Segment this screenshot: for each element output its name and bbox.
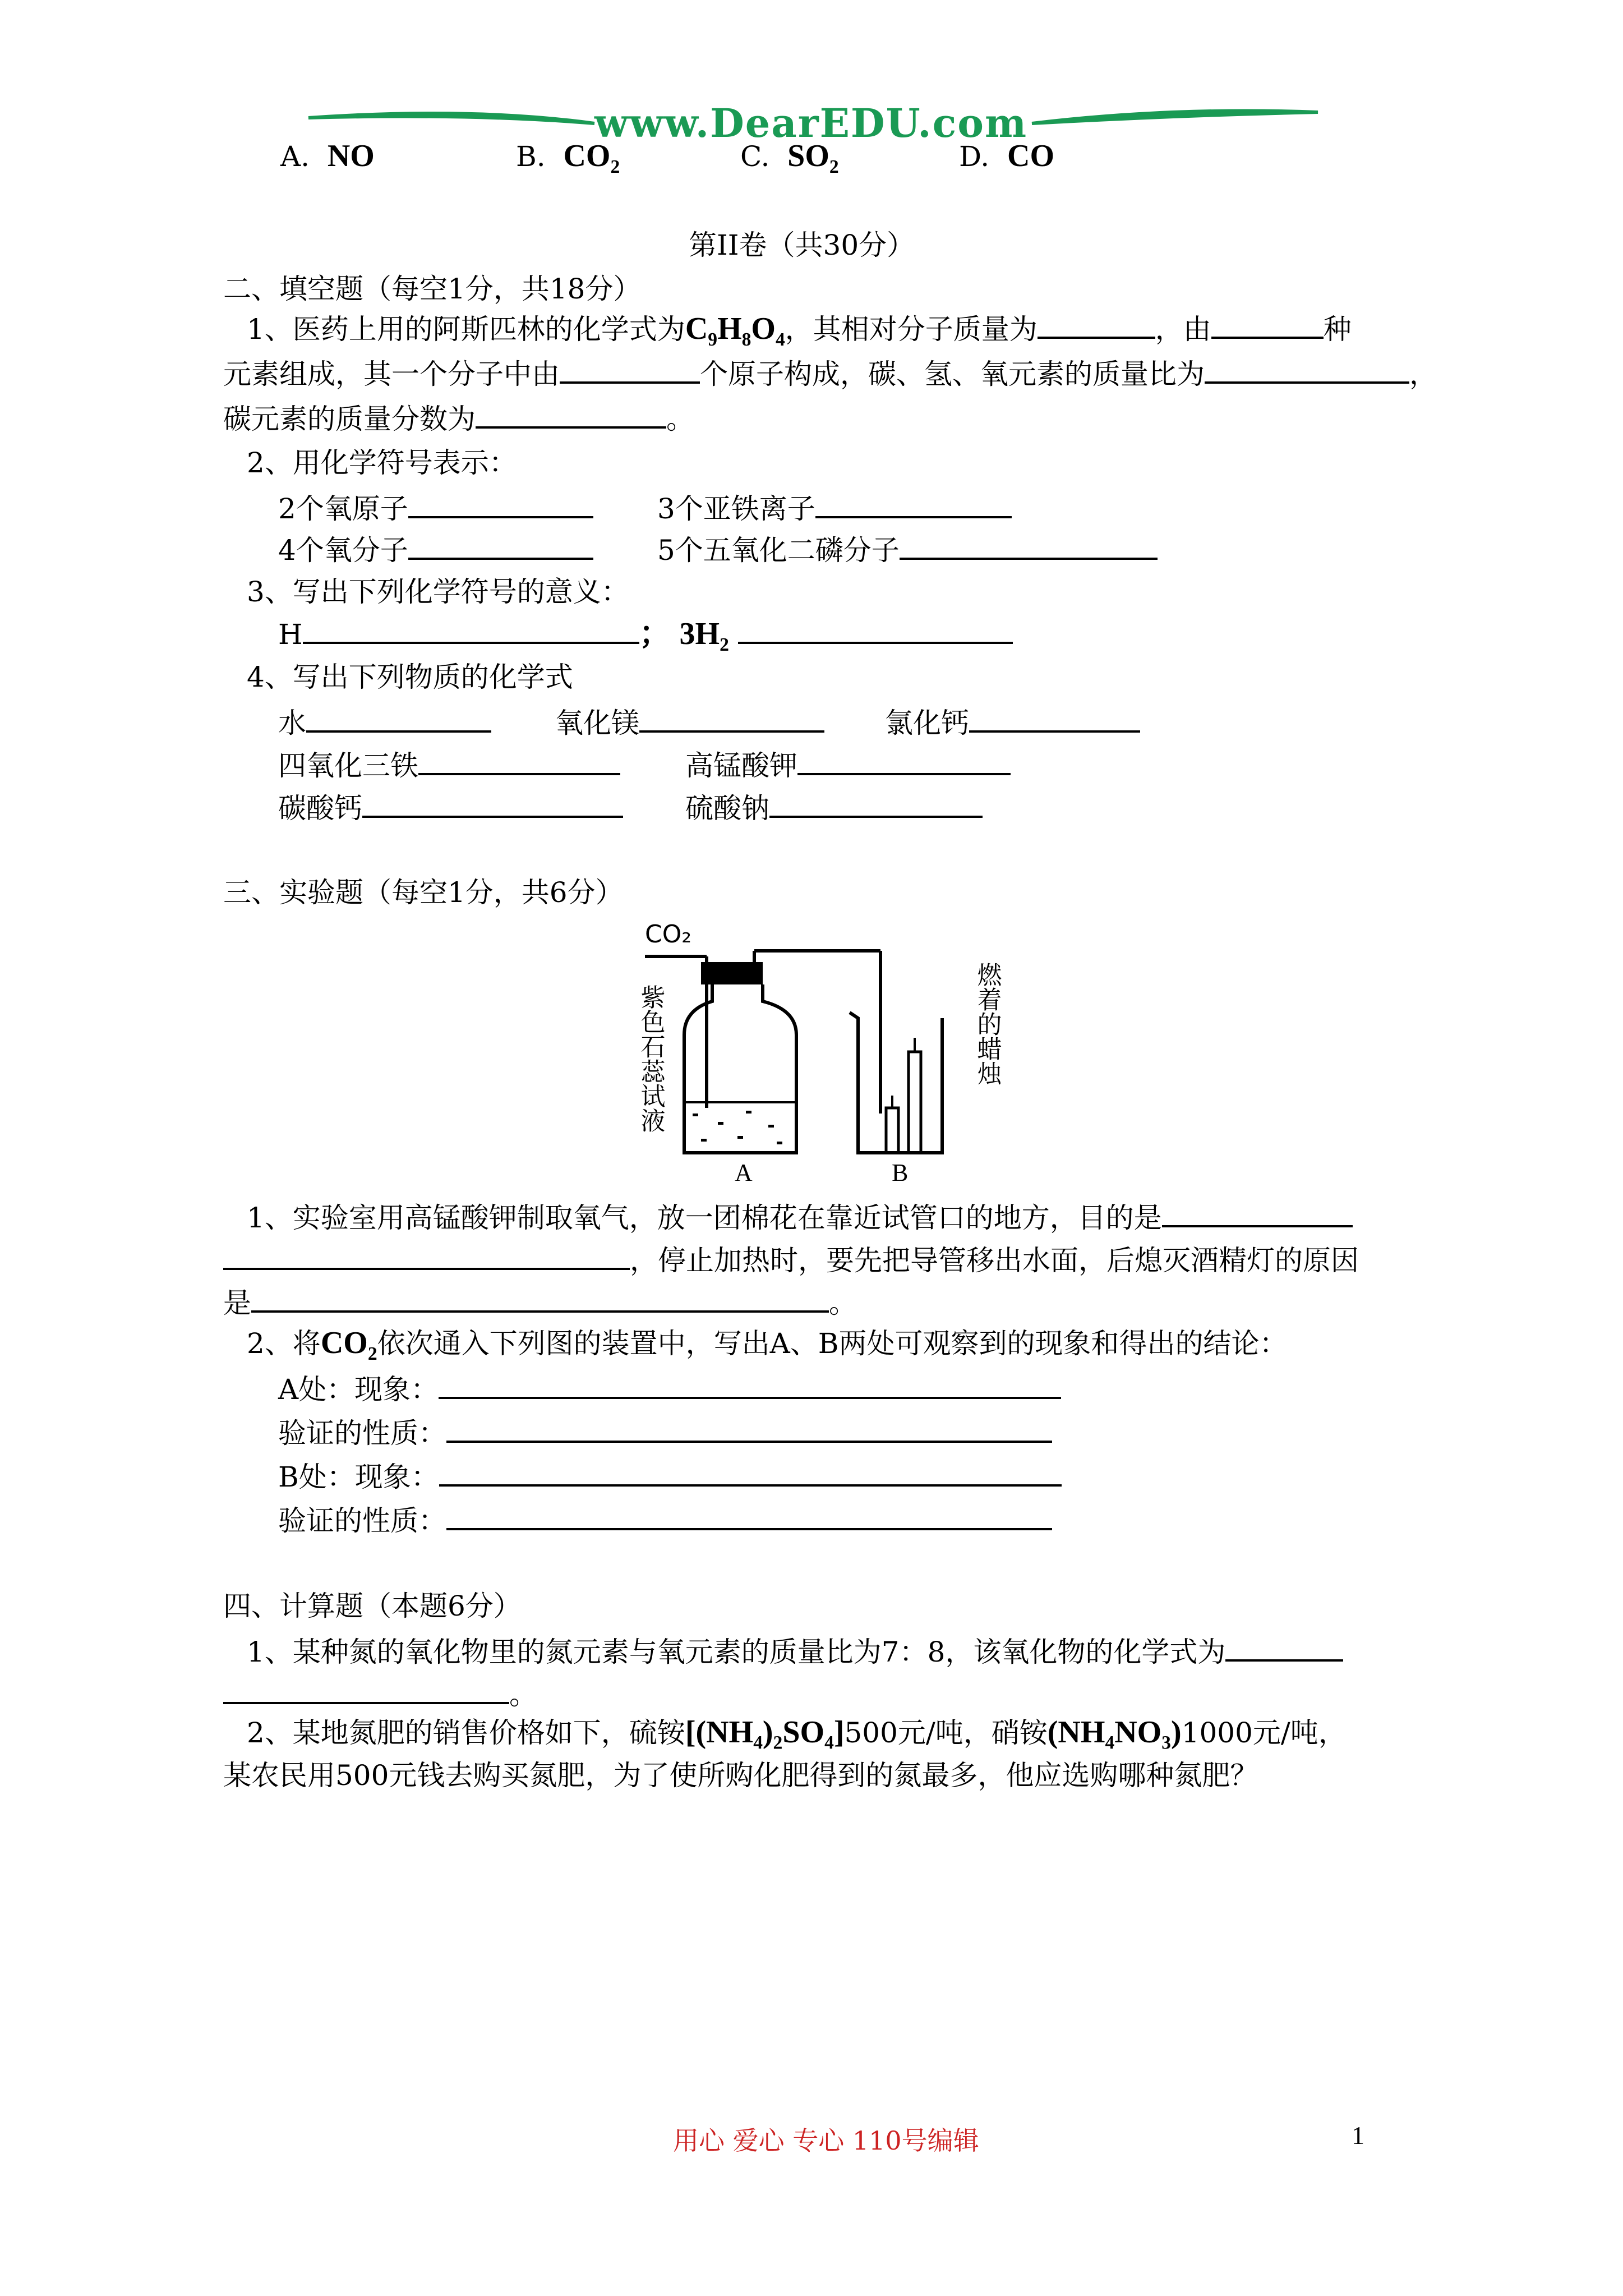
bottle-a	[684, 984, 796, 1153]
answer-blank[interactable]	[1225, 1635, 1343, 1662]
option-d: D. CO	[959, 139, 1054, 173]
page-number: 1	[1352, 2121, 1364, 2150]
sec2-q2-item4: 5个五氧化二磷分子	[657, 533, 1158, 564]
candle-tall	[909, 1052, 921, 1153]
sec2-q4-item3: 氯化钙	[885, 706, 1140, 737]
answer-blank[interactable]	[476, 402, 666, 429]
sec2-q4-item7: 硫酸钠	[685, 791, 983, 822]
answer-blank[interactable]	[769, 791, 983, 818]
sec2-q1-line2: 元素组成，其一个分子中由 个原子构成，碳、氢、氧元素的质量比为 ，	[223, 358, 1437, 390]
answer-blank[interactable]	[738, 617, 1013, 644]
sec2-q4-item5: 高锰酸钾	[685, 748, 1011, 780]
sec4-q1-line2: 。	[223, 1677, 537, 1709]
answer-blank[interactable]	[815, 491, 1012, 518]
answer-blank[interactable]	[969, 706, 1140, 733]
sec3-q1-line3: 是 。	[223, 1287, 857, 1319]
answer-blank[interactable]	[1162, 1200, 1353, 1227]
sec2-q4-item4: 四氧化三铁	[278, 748, 620, 780]
sec2-q2-item3: 4个氧分子	[278, 533, 593, 564]
sec2-q1-line3: 碳元素的质量分数为 。	[223, 403, 694, 435]
header-site: www.DearEDU.com	[594, 100, 1028, 146]
answer-blank[interactable]	[639, 706, 824, 733]
footer-text: 用心 爱心 专心 110号编辑	[673, 2125, 979, 2156]
beaker-b	[850, 1013, 942, 1153]
banner-swoosh-left	[308, 113, 594, 123]
sec3-q2-line1: 2、将$CO_2$依次通入下列图的装置中，写出A、B两处可观察到的现象和得出的结论：	[247, 1326, 1288, 1364]
answer-blank[interactable]	[1205, 357, 1409, 384]
answer-blank[interactable]	[223, 1243, 630, 1270]
answer-blank[interactable]	[900, 533, 1158, 560]
option-b: B. $CO_2$	[516, 139, 620, 177]
sec2-q4-item1: 水	[278, 706, 491, 737]
banner-swoosh-right	[1032, 111, 1318, 124]
candle-small	[886, 1108, 898, 1153]
sec3-q2-a-phen: A处：现象：	[278, 1372, 1061, 1404]
answer-blank[interactable]	[418, 748, 620, 775]
sec3-q1-line2: ，停止加热时，要先把导管移出水面，后熄灭酒精灯的原因	[223, 1243, 1359, 1274]
sec3-q2-b-phen: B处：现象：	[278, 1460, 1062, 1491]
sec2-title: 二、填空题（每空1分，共18分）	[223, 273, 642, 305]
sec2-q2-item1: 2个氧原子	[278, 491, 593, 523]
answer-blank[interactable]	[408, 533, 593, 560]
label-a: A	[735, 1159, 753, 1181]
answer-blank[interactable]	[446, 1416, 1052, 1443]
liquid-dots	[693, 1111, 782, 1144]
answer-blank[interactable]	[362, 791, 623, 818]
sec2-q4-item2: 氧化镁	[555, 706, 824, 737]
answer-blank[interactable]	[223, 1677, 509, 1704]
sec4-q2-line1: 2、某地氮肥的销售价格如下，硫铵[(NH₄)₂SO₄]500元/吨，硝铵(NH₄NO₃)1000元/吨，	[247, 1715, 1347, 1750]
sec2-q3-line: H ； $3H_2$	[278, 617, 1013, 654]
co2-inlet-label: CO₂	[645, 920, 691, 949]
sec2-q2-item2: 3个亚铁离子	[657, 491, 1012, 523]
option-c: C. $SO_2$	[740, 139, 839, 177]
right-label: 燃着的蜡烛	[972, 962, 1002, 1085]
sec2-q1-line1: 1、医药上用的阿斯匹林的化学式为$C_9H_8O_4$，其相对分子质量为 ，由 种	[247, 311, 1352, 350]
sec4-title: 四、计算题（本题6分）	[223, 1590, 522, 1622]
sec2-q4-item6: 碳酸钙	[278, 791, 623, 822]
apparatus-figure	[628, 917, 1021, 1181]
answer-blank[interactable]	[306, 706, 491, 733]
left-label: 紫色石蕊试液	[636, 984, 665, 1133]
answer-blank[interactable]	[1211, 312, 1324, 339]
sec2-q3-title: 3、写出下列化学符号的意义：	[247, 576, 629, 608]
sec4-q1-line1: 1、某种氮的氧化物里的氮元素与氧元素的质量比为7：8，该氧化物的化学式为	[247, 1635, 1343, 1666]
sec3-q2-a-prop: 验证的性质：	[278, 1416, 1052, 1447]
answer-blank[interactable]	[251, 1286, 829, 1313]
sec2-q2-title: 2、用化学符号表示：	[247, 447, 517, 479]
answer-blank[interactable]	[408, 491, 593, 518]
answer-blank[interactable]	[439, 1372, 1061, 1399]
answer-blank[interactable]	[1038, 312, 1155, 339]
sec3-q1-line1: 1、实验室用高锰酸钾制取氧气，放一团棉花在靠近试管口的地方，目的是	[247, 1200, 1353, 1232]
answer-blank[interactable]	[446, 1503, 1052, 1530]
answer-blank[interactable]	[439, 1460, 1062, 1487]
answer-blank[interactable]	[303, 617, 639, 644]
label-b: B	[892, 1159, 909, 1181]
sec3-title: 三、实验题（每空1分，共6分）	[223, 876, 624, 909]
answer-blank[interactable]	[797, 748, 1011, 775]
option-a: A. NO	[280, 139, 375, 173]
sec3-q2-b-prop: 验证的性质：	[278, 1503, 1052, 1535]
sec4-q2-line2: 某农民用500元钱去购买氮肥，为了使所购化肥得到的氮最多，他应选购哪种氮肥？	[223, 1759, 1258, 1792]
sec2-q4-title: 4、写出下列物质的化学式	[247, 661, 573, 693]
part2-title: 第II卷（共30分）	[689, 229, 915, 261]
answer-blank[interactable]	[560, 357, 700, 384]
